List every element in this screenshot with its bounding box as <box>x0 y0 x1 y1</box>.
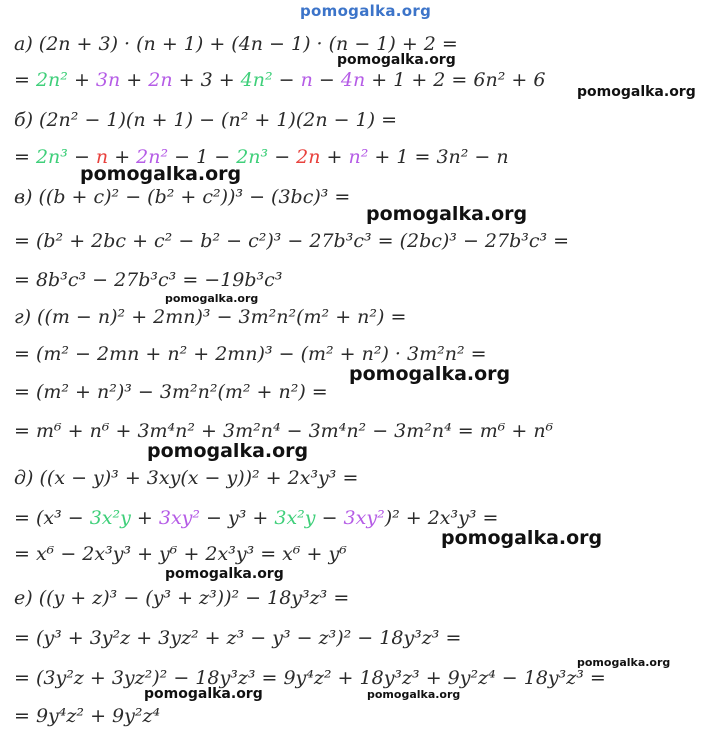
watermark-7: pomogalka.org <box>147 440 309 462</box>
equation-term: = (x³ − <box>14 507 90 529</box>
watermark-11: pomogalka.org <box>144 686 263 702</box>
equation-term: + <box>108 146 137 168</box>
equation-term: + 3 + <box>172 69 241 91</box>
equation-term: а) (2n + 3) · (n + 1) + (4n − 1) · (n − 1) + 2 = <box>14 33 458 55</box>
equation-line-d2 <box>14 506 498 530</box>
equation-term: + <box>130 507 159 529</box>
equation-term: 3xy² <box>343 507 385 529</box>
watermark-12: pomogalka.org <box>367 688 461 701</box>
watermark-6: pomogalka.org <box>349 363 511 385</box>
equation-line-e3 <box>14 666 606 690</box>
equation-term: n <box>300 69 313 91</box>
equation-term: + 1 = 3n² − n <box>368 146 509 168</box>
equation-term: − <box>268 146 297 168</box>
equation-term: = (3y²z + 3yz²)² − 18y³z³ = 9y⁴z² + 18y³z³ + 9y²z⁴ − 18y³z³ = <box>14 667 606 689</box>
equation-line-e1 <box>14 586 349 610</box>
equation-line-g1 <box>14 305 406 329</box>
equation-term: = <box>14 69 36 91</box>
equation-term: = (y³ + 3y²z + 3yz² + z³ − y³ − z³)² − 18y³z³ = <box>14 627 462 649</box>
equation-line-a2 <box>14 68 545 92</box>
equation-term: 3xy² <box>158 507 201 529</box>
equation-term: 2n³ <box>236 146 269 168</box>
watermark-10: pomogalka.org <box>577 656 671 669</box>
equation-line-g3 <box>14 380 328 404</box>
equation-term: n <box>95 146 109 168</box>
equation-term: − <box>312 69 341 91</box>
equation-term: 3n <box>95 69 121 91</box>
equation-term: + <box>320 146 349 168</box>
equation-term: = m⁶ + n⁶ + 3m⁴n² + 3m²n⁴ − 3m⁴n² − 3m²n⁴ = m⁶ + n⁶ <box>14 420 554 442</box>
watermark-3: pomogalka.org <box>80 163 242 185</box>
equation-line-b1 <box>14 108 397 132</box>
watermark-8: pomogalka.org <box>441 527 603 549</box>
equation-term: = (m² + n²)³ − 3m²n²(m² + n²) = <box>14 381 328 403</box>
equation-term: 3x²y <box>89 507 131 529</box>
equation-line-v2 <box>14 229 569 253</box>
equation-term: = (m² − 2mn + n² + 2mn)³ − (m² + n²) · 3m²n² = <box>14 343 487 365</box>
equation-term: − y³ + <box>200 507 275 529</box>
equation-term: − <box>67 146 96 168</box>
equation-line-d3 <box>14 542 347 566</box>
equation-term: б) (2n² − 1)(n + 1) − (n² + 1)(2n − 1) = <box>14 109 398 131</box>
equation-term: 2n² <box>136 146 169 168</box>
equation-line-e4 <box>14 704 160 728</box>
equation-term: 2n <box>296 146 321 168</box>
equation-term: + 1 + 2 = 6n² + 6 <box>365 69 546 91</box>
equation-term: = 9y⁴z² + 9y²z⁴ <box>14 705 161 727</box>
equation-term: = x⁶ − 2x³y³ + y⁶ + 2x³y³ = x⁶ + y⁶ <box>14 543 347 565</box>
watermark-4: pomogalka.org <box>366 203 528 225</box>
watermark-9: pomogalka.org <box>165 566 284 582</box>
equation-term: + <box>67 69 96 91</box>
equation-term: д) ((x − y)³ + 3xy(x − y))² + 2x³y³ = <box>14 467 359 489</box>
equation-line-e2 <box>14 626 461 650</box>
equation-term: 4n <box>340 69 366 91</box>
equation-term: 2n² <box>35 69 68 91</box>
equation-term: е) ((y + z)³ − (y³ + z³))² − 18y³z³ = <box>14 587 350 609</box>
equation-term: = 8b³c³ − 27b³c³ = −19b³c³ <box>14 269 283 291</box>
equation-term: 4n² <box>240 69 273 91</box>
equation-term: 2n³ <box>35 146 68 168</box>
watermark-5: pomogalka.org <box>165 292 259 305</box>
equation-term: г) ((m − n)² + 2mn)³ − 3m²n²(m² + n²) = <box>14 306 407 328</box>
equation-term: + <box>120 69 149 91</box>
equation-line-d1 <box>14 466 358 490</box>
equation-term: − 1 − <box>168 146 237 168</box>
equation-term: в) ((b + c)² − (b² + c²))³ − (3bc)³ = <box>14 186 351 208</box>
watermark-1: pomogalka.org <box>337 52 456 68</box>
equation-line-v3 <box>14 268 282 292</box>
equation-term: = (b² + 2bc + c² − b² − c²)³ − 27b³c³ = (2bc)³ − 27b³c³ = <box>14 230 570 252</box>
equation-term: 3x²y <box>274 507 316 529</box>
equation-term: − <box>315 507 344 529</box>
equation-line-v1 <box>14 185 350 209</box>
equation-term: )² + 2x³y³ = <box>384 507 499 529</box>
equation-term: = <box>14 146 36 168</box>
watermark-2: pomogalka.org <box>577 84 696 100</box>
equation-term: − <box>272 69 301 91</box>
equation-term: n² <box>348 146 369 168</box>
site-watermark-top: pomogalka.org <box>300 2 432 20</box>
equation-term: 2n <box>148 69 173 91</box>
